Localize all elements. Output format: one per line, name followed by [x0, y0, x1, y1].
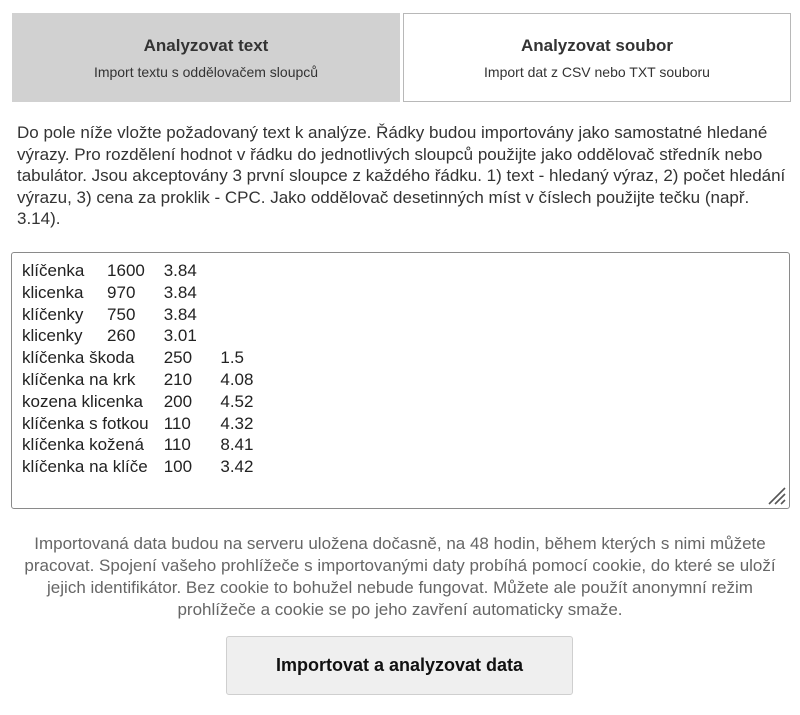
- data-storage-notice: Importovaná data budou na serveru uložena dočasně, na 48 hodin, během kterých s nimi můžete pracovat. Spojení vašeho prohlížeče s importovanými daty probíhá pomocí cookie, do které se uloží jejich identifikátor. Bez cookie to bohužel nebude fungovat. Můžete ale použít anonymní režim prohlížeče a cookie se po jeho zavření automaticky smaže.: [24, 534, 776, 619]
- tab-analyze-file-subtitle: Import dat z CSV nebo TXT souboru: [484, 63, 710, 80]
- import-text-area-content[interactable]: [12, 253, 789, 485]
- text-line: klíčenka na klíče 100 3.42: [22, 457, 254, 477]
- instructions-text: Do pole níže vložte požadovaný text k analýze. Řádky budou importovány jako samostatné hledané výrazy. Pro rozdělení hodnot v řádku do jednotlivých sloupců použijte jako oddělovač středník nebo tabulátor. Jsou akceptovány 3 první sloupce z každého řádku. 1) text - hledaný výraz, 2) počet hledání výrazu, 3) cena za proklik - CPC. Jako oddělovač desetinných míst v číslech použijte tečku (např. 3.14).: [17, 123, 786, 228]
- import-text-area[interactable]: [11, 252, 790, 509]
- tab-analyze-file[interactable]: [403, 13, 791, 102]
- text-line: klicenky 260 3.01: [22, 326, 197, 346]
- text-line: klíčenka na krk 210 4.08: [22, 369, 254, 389]
- tab-analyze-text-title: Analyzovat text: [143, 35, 269, 55]
- text-line: klíčenky 750 3.84: [22, 304, 197, 324]
- import-analyze-button[interactable]: Importovat a analyzovat data: [226, 636, 573, 695]
- resize-grip-icon[interactable]: [763, 482, 787, 506]
- text-line: klicenka 970 3.84: [22, 282, 197, 302]
- tab-analyze-text-subtitle: Import textu s oddělovačem sloupců: [93, 63, 319, 80]
- text-line: klíčenka kožená 110 8.41: [22, 435, 254, 455]
- text-line: klíčenka škoda 250 1.5: [22, 348, 245, 368]
- text-line: kozena klicenka 200 4.52: [22, 391, 254, 411]
- text-line: klíčenka s fotkou 110 4.32: [22, 413, 254, 433]
- tab-analyze-file-title: Analyzovat soubor: [520, 35, 674, 55]
- text-line: klíčenka 1600 3.84: [22, 261, 197, 280]
- tab-analyze-text[interactable]: [12, 13, 400, 102]
- import-mode-tabs: [12, 13, 791, 102]
